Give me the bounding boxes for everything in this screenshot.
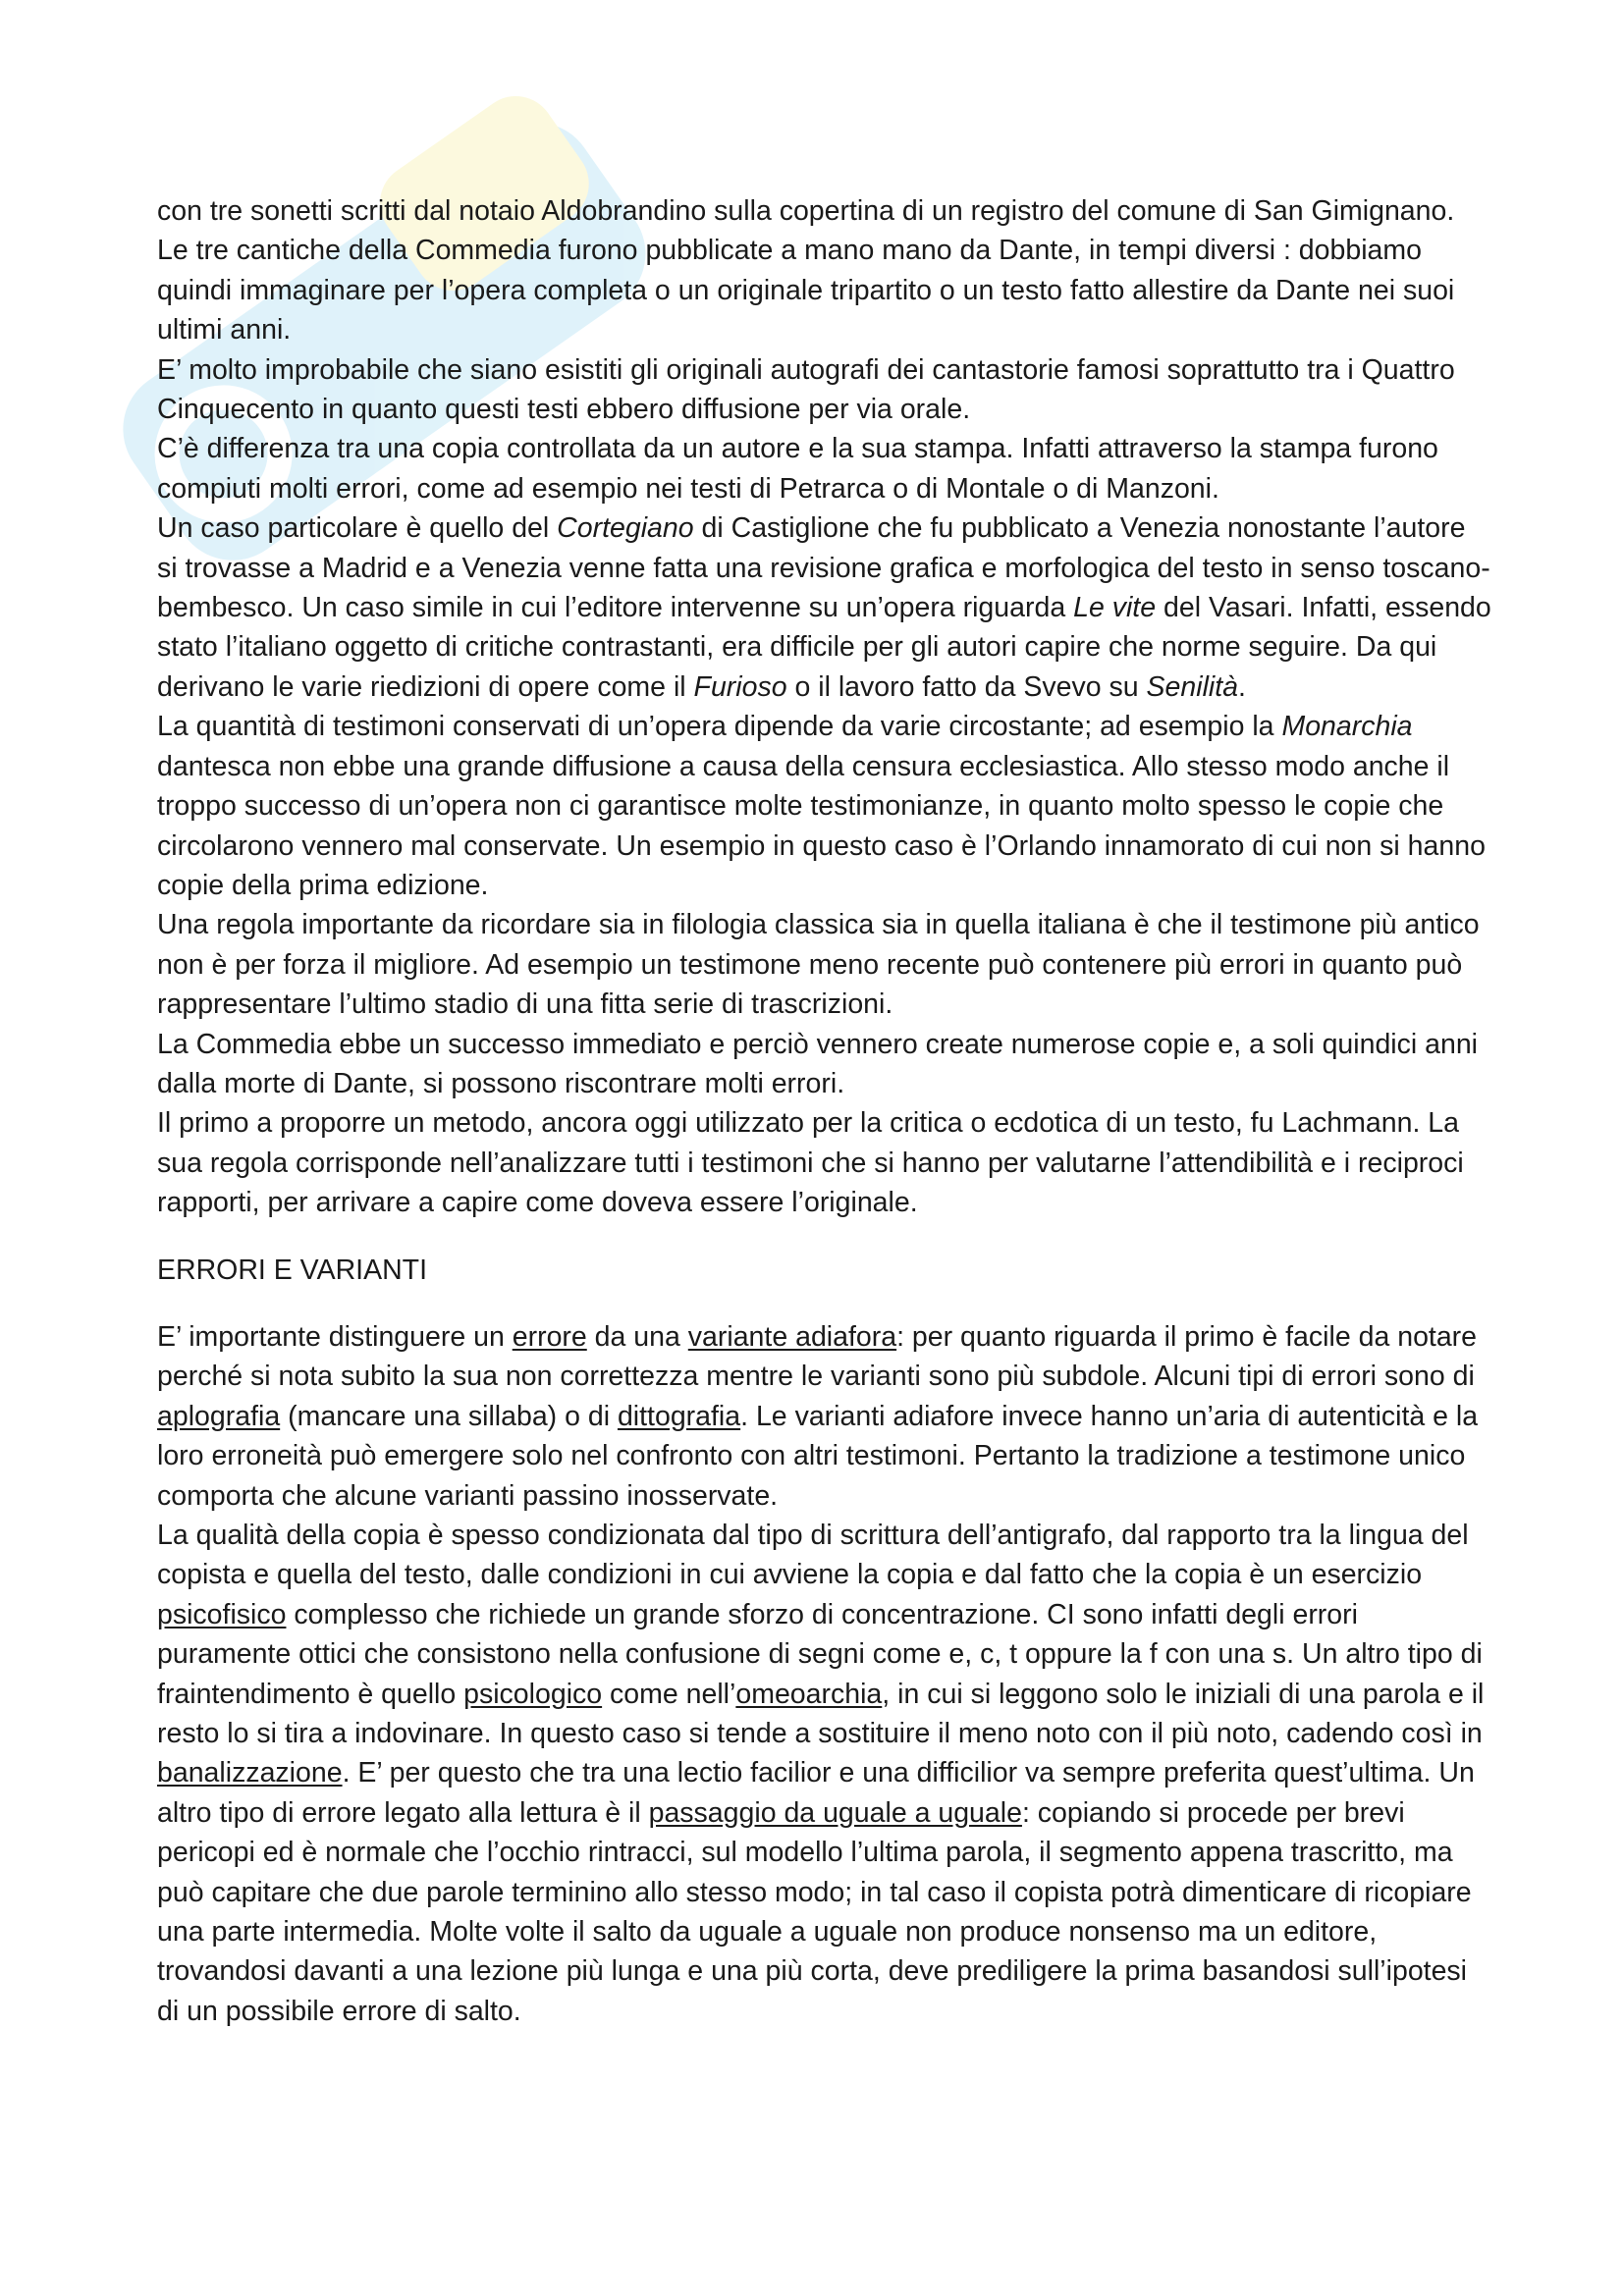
italic-title: Cortegiano (557, 512, 694, 545)
italic-title: Le vite (1073, 592, 1157, 624)
underlined-term: aplografia (157, 1400, 281, 1432)
paragraph (157, 707, 1492, 905)
underlined-term: errore (512, 1320, 587, 1353)
paragraph: C’è differenza tra una copia controllata da un autore e la sua stampa. Infatti attraverso la stampa furono compiuti molti errori, come ad esempio nei testi di Petrarca o di Montale o di Manzoni. (157, 433, 1438, 505)
underlined-term: passaggio da uguale a uguale (648, 1796, 1022, 1829)
underlined-term: psicofisico (157, 1598, 287, 1630)
text-run: La qualità della copia è spesso condizionata dal tipo di scrittura dell’antigrafo, dal rapporto tra la lingua del copista e quella del testo, dalle condizioni in cui avviene la copia e dal fatto che la copia è un esercizio (157, 1520, 1469, 1591)
section-heading: ERRORI E VARIANTI (157, 1254, 428, 1286)
text-run: (mancare una sillaba) o di (280, 1400, 618, 1432)
text-run: . E’ per questo che tra una lectio facilior e una difficilior va sempre preferita quest’ultima. Un altro tipo di errore legato alla lettura è il (157, 1757, 1475, 1829)
underlined-term: omeoarchia (735, 1678, 883, 1710)
text-run: da una (586, 1320, 688, 1353)
paragraph: Le tre cantiche della Commedia furono pubblicate a mano mano da Dante, in tempi diversi : dobbiamo quindi immaginare per l’opera completa o un originale tripartito o un testo fatto allestire da Dante nei suoi ultimi anni. (157, 235, 1455, 347)
underlined-term: dittografia (617, 1400, 741, 1432)
italic-title: Senilità (1146, 670, 1239, 703)
text-run: . Le varianti adiafore invece hanno un’aria di autenticità e la loro erroneità può emergere solo nel confronto con altri testimoni. Pertanto la tradizione a testimone unico comporta che alcune varianti passino inosservate. (157, 1400, 1479, 1512)
paragraph: E’ molto improbabile che siano esistiti gli originali autografi dei cantastorie famosi soprattutto tra i Quattro Cinquecento in quanto questi testi ebbero diffusione per via orale. (157, 353, 1455, 426)
text-run: : copiando si procede per brevi pericopi ed è normale che l’occhio rintracci, sul modello l’ultima parola, il segmento appena trascritto, ma può capitare che due parole terminino allo stesso modo; in tal caso il copista potrà dimenticare di ricopiare una parte intermedia. Molte volte il salto da uguale a uguale non produce nonsenso ma un editore, trovandosi davanti a una lezione più lunga e una più corta, deve prediligere la prima basandosi sull’ipotesi di un possibile errore di salto. (157, 1796, 1472, 2027)
paragraph: Una regola importante da ricordare sia in filologia classica sia in quella italiana è che il testimone più antico non è per forza il migliore. Ad esempio un testimone meno recente può contenere più errori in quanto può rappresentare l’ultimo stadio di una fitta serie di trascrizioni. (157, 909, 1480, 1021)
italic-title: Monarchia (1281, 711, 1413, 743)
italic-title: Furioso (693, 670, 787, 703)
text-run: La quantità di testimoni conservati di un’opera dipende da varie circostante; ad esempio la (157, 711, 1282, 743)
paragraph: Il primo a proporre un metodo, ancora oggi utilizzato per la critica o ecdotica di un testo, fu Lachmann. La sua regola corrisponde nell’analizzare tutti i testimoni che si hanno per valutarne l’attendibilità e i reciproci rapporti, per arrivare a capire come doveva essere l’originale. (157, 1107, 1464, 1219)
text-run: Un caso particolare è quello del (157, 512, 558, 545)
paragraph (157, 1317, 1492, 1516)
document-body (157, 191, 1492, 2031)
text-run: o il lavoro fatto da Svevo su (786, 670, 1147, 703)
paragraph: La Commedia ebbe un successo immediato e perciò vennero create numerose copie e, a soli quindici anni dalla morte di Dante, si possono riscontrare molti errori. (157, 1028, 1479, 1099)
paragraph: con tre sonetti scritti dal notaio Aldobrandino sulla copertina di un registro del comune di San Gimignano. (157, 195, 1455, 227)
text-run: complesso che richiede un grande sforzo di concentrazione. CI sono infatti degli errori puramente ottici che consistono nella confusione di segni come e, c, t oppure la f con una s. Un altro tipo di fraintendimento è quello (157, 1598, 1483, 1710)
text-run: di Castiglione che fu pubblicato a Venezia nonostante l’autore si trovasse a Madrid e a Venezia venne fatta una revisione grafica e morfologica del testo in senso toscano-bembesco. Un caso simile in cui l’editore intervenne su un’opera riguarda (157, 512, 1490, 624)
paragraph (157, 508, 1492, 707)
text-run: dantesca non ebbe una grande diffusione a causa della censura ecclesiastica. Allo stesso modo anche il troppo successo di un’opera non ci garantisce molte testimonianze, in quanto molto spesso le copie che circolarono vennero mal conservate. Un esempio in questo caso è l’Orlando innamorato di cui non si hanno copie della prima edizione. (157, 750, 1486, 901)
text-run: E’ importante distinguere un (157, 1320, 513, 1353)
text-run: del Vasari. Infatti, essendo stato l’italiano oggetto di critiche contrastanti, era difficile per gli autori capire che norme seguire. Da qui derivano le varie riedizioni di opere come il (157, 592, 1491, 703)
text-run: : per quanto riguarda il primo è facile da notare perché si nota subito la sua non correttezza mentre le varianti sono più subdole. Alcuni tipi di errori sono di (157, 1320, 1478, 1393)
paragraph (157, 1516, 1492, 2031)
underlined-term: banalizzazione (157, 1757, 343, 1789)
text-run: come nell’ (602, 1678, 736, 1710)
text-run: , in cui si leggono solo le iniziali di una parola e il resto lo si tira a indovinare. In questo caso si tende a sostituire il meno noto con il più noto, cadendo così in (157, 1678, 1485, 1750)
text-run: . (1238, 670, 1246, 703)
underlined-term: psicologico (463, 1678, 603, 1710)
underlined-term: variante adiafora (687, 1320, 897, 1353)
